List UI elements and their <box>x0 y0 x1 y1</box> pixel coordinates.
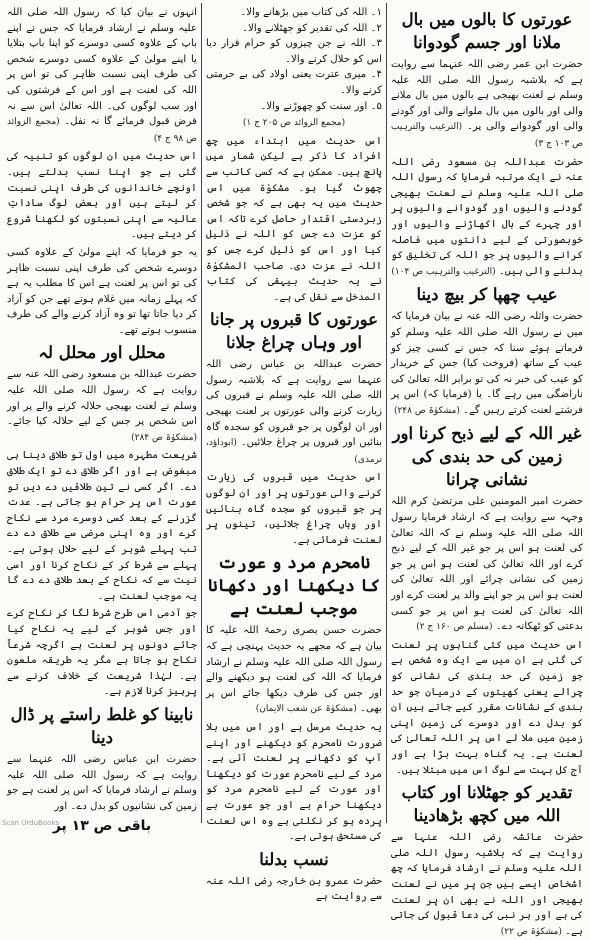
reference: (الترغیب والترہیب ص ۱۰۴) <box>391 266 496 277</box>
section-heading: نسب بدلنا <box>259 849 329 869</box>
reference: (مشکوٰۃ ص ۲۴۸) <box>393 405 460 416</box>
reference: (مشکوٰۃ ص ۲۲) <box>500 926 562 937</box>
scan-watermark: Scan UrduBooks <box>2 819 60 827</box>
reference: (مشکوٰۃ ص ۲۸۴) <box>131 432 197 443</box>
middle-column <box>201 3 387 903</box>
reference: (ابوداؤد، ترمذی) <box>206 438 382 465</box>
commentary-paragraph: یہ جو فرمایا کہ اپنے مولیٰ کے علاوہ کسی دوسرے شخص کی طرف اپنی نسبت ظاہر کی تو اس پر لعنت ہے اس کا مطلب یہ ہے کہ پہلے زمانہ میں غلام ہوتے تھے جن کو آزاد کر دیا جاتا تھا تو وہ آزاد کرنے والے کی طرف منسوب ہوتے تھے۔ <box>7 246 197 336</box>
reference: (الترغیب والترہیب ص ۱۰۳ ج ۳) <box>391 122 583 149</box>
hadith-paragraph: حضرت ابن عباس رضی اللہ عنہما سے روایت ہے کہ رسول اللہ صلی اللہ علیہ وسلم نے ارشاد فرمایا کہ اس پر لعنت ہے جو زمین کی نشانیوں کو بدل دے۔ اور <box>7 753 197 812</box>
commentary-paragraph: اس حدیث میں ان لوگوں کو تنبیہ کی گئی ہے جو اپنا نسب بدلتے ہیں۔ اونچے خاندانوں کی طرف اپنی نسبت کر لیتے ہیں اور بعض لوگ ساداتِ عالیہ سے اپنی نسبتوں کو لکھنا شروع کر دیتے ہیں۔ <box>7 151 197 241</box>
hadith-paragraph: حضرت امیر المومنین علی مرتضیٰ کرم اللہ وجہہ سے روایت ہے کہ ارشاد فرمایا رسول اللہ صلی اللہ علیہ وسلم نے کہ اللہ تعالیٰ کی لعنت ہو اس پر جو غیر اللہ کے لیے ذبح کرے اور اللہ تعالیٰ کی لعنت ہو اس پر جو زمین کی نشانی چرائے اور اللہ تعالیٰ کی لعنت ہو اس پر جو اپنے والد پر لعنت کرے اور اللہ تعالیٰ کی لعنت ہو اس پر جو کسی بدعتی کو ٹھکانہ دے۔ (مسلم ص ۱۶۰ ج ۲) <box>391 496 583 633</box>
reference: (مسلم ص ۱۶۰ ج ۲) <box>416 622 493 633</box>
hadith-paragraph: حضرت عبداللہ بن عباس رضی اللہ عنہما سے روایت ہے کہ بلاشبہ رسول اللہ صلی اللہ علیہ وسلم نے قبروں کی زیارت کرنے والی عورتوں پر لعنت بھیجی اور ان لوگوں پر جو قبروں کو سجدہ گاہ بنائیں اور قبروں پر چراغ جلائیں۔ (ابوداؤد، ترمذی) <box>206 359 382 465</box>
commentary-paragraph: اس حدیث میں کئی گناہوں پر لعنت کی گئی ہے ان میں سے ایک وہ شخص ہے جو زمین کی حد بندی کی نشانی کو چرالے یعنی کھیتوں کے درمیان جو حد بندی کے نشانات مقرر کیے جاتے ہیں ان کو بدل دے اور دوسرے کی زمین اپنی زمین میں ملا لے اس پر اللہ تعالیٰ کی لعنت ہے۔ یہ گناہ بہت بڑا ہے اور آج کل بہت سے لوگ اس میں مبتلا ہیں۔ <box>391 639 583 776</box>
section-heading: تقدیر کو جھٹلانا اور کتاب اللہ میں کچھ بڑھادینا <box>401 783 573 826</box>
section-heading: محلل اور محلل لہ <box>38 343 166 363</box>
commentary-paragraph: اس حدیث میں قبروں کی زیارت کرنے والی عورتوں پر اور ان لوگوں پر جو قبروں کو سجدہ گاہ بنائیں اور وہاں چراغ جلائیں، تینوں پر لعنت فرمائی ہے۔ <box>206 472 382 546</box>
hadith-paragraph: حضرت واثلہ رضی اللہ عنہ نے بیان فرمایا کہ میں نے رسول اللہ صلی اللہ علیہ وسلم کو فرماتے ہوئے سنا کہ جس نے کسی چیز کو عیب کے ساتھ (فروخت کیا) جس کے خریدار کو عیب کی خبر نہ کی تو برابر اللہ تعالیٰ کی ناراضگی میں رہے گا۔ یا (فرمایا کہ) اس پر فرشتے لعنت کرتے رہیں گے۔ (مشکوٰۃ ص ۲۴۸) <box>391 311 583 416</box>
section-heading: عیب چھپا کر بیچ دینا <box>416 285 558 305</box>
commentary-paragraph: اس حدیث میں ابتداء میں چھ افراد کا ذکر ہے لیکن شمار میں پانچ ہیں۔ ممکن ہے کہ کسی کاتب سے چھوٹ گیا ہو۔ مشکوٰۃ میں اس حدیث میں یہ بھی ہے کہ جو شخص زبردستی اقتدار حاصل کرے تاکہ اس کو عزت دے جس کو اللہ نے ذلیل کیا اور اس کو ذلیل کرے جس کو اللہ نے عزت دی۔ صاحب المشکوٰۃ نے یہ حدیث بیہقی کی کتاب المدخل سے نقل کی ہے۔ <box>206 135 382 303</box>
hadith-paragraph: حضرت عائشہ رضی اللہ عنہا سے روایت ہے کہ بلاشبہ رسول اللہ صلی اللہ علیہ وسلم نے ارشاد فرمایا کہ چھ اشخاص ایسے ہیں جن پر میں نے لعنت بھیجی اور اللہ نے بھی ان پر لعنت کی ہے اور ہر نبی کی دعا قبول کی جاتی ہے۔ (مشکوٰۃ ص ۲۲) <box>391 832 583 937</box>
section-heading: نامحرم مرد و عورت کا دیکھنا اور دکھانا موجب لعنت ہے <box>208 553 380 619</box>
commentary-paragraph: یہ حدیث مرسل ہے اور اس میں بلا ضرورت نامحرم کو دیکھنے اور اپنے آپ کو دکھانے پر لعنت آئی ہے۔ مرد کے لیے نامحرم عورت کو دیکھنا اور عورت کے لیے نامحرم مرد کو دیکھنا حرام ہے اور جو عورت بے پردہ ہو کر نکلتی ہے وہ اس لعنت کی مستحق ہوتی ہے۔ <box>206 721 382 843</box>
commentary-paragraph: جو آدمی اس طرح شرط لگا کر نکاح کرے اور جس شوہر کے لیے یہ نکاح کیا جائے دونوں پر لعنت ہے اگرچہ شرعاً نکاح ہو جاتا ہے مگر یہ طریقہ ملعون ہے۔ لہٰذا شریعت کے خلاف کرنے سے پرہیز کرنا لازم ہے۔ <box>7 608 197 698</box>
section-heading: عورتوں کا قبروں پر جانا اور وہاں چراغ جلانا <box>209 310 379 353</box>
hadith-paragraph: حضرت حسن بصری رحمۃ اللہ علیہ کا بیان ہے کہ مجھے یہ حدیث پہنچی ہے کہ رسول اللہ صلی اللہ علیہ وسلم نے ارشاد فرمایا کہ اللہ کی لعنت ہو دیکھنے والے اور جس کی طرف دیکھا جائے اس پر بھی۔ (مشکوٰۃ عن شعب الایمان) <box>206 625 382 715</box>
section-heading: عورتوں کا بالوں میں بال ملانا اور جسم گودوانا <box>401 10 573 52</box>
hadith-paragraph: انہوں نے بیان کیا کہ رسول اللہ صلی اللہ علیہ وسلم نے ارشاد فرمایا کہ جس نے اپنے باپ کے علاوہ کسی دوسرے کو اپنا باپ بتلایا یا اپنے مولیٰ کے علاوہ کسی دوسرے شخص کی طرف اپنی نسبت ظاہر کی تو اس پر اللہ کی لعنت ہے اور اس کے فرشتوں کی اور سب لوگوں کی۔ اللہ تعالیٰ اس سے نہ فرض قبول فرمائے گا نہ نفل۔ (مجمع الزوائد ص ۹۸ ج ۴) <box>7 7 197 144</box>
reference: (مجمع الزوائد ص ۲۰۵ ج ۱) <box>242 118 346 129</box>
hadith-paragraph: حضرت عمرو بن خارجہ رضی اللہ عنہ سے روایت ہے <box>206 875 382 903</box>
reference: (مجمع الزوائد ص ۹۸ ج ۴) <box>7 117 197 144</box>
section-heading: نابینا کو غلط راستے پر ڈال دینا <box>10 704 194 747</box>
continued-note: باقی ص ۱۳ پر <box>52 818 152 835</box>
right-column <box>387 3 587 937</box>
hadith-paragraph: حضرت عبداللہ بن مسعود رضی اللہ عنہ نے ایک مرتبہ فرمایا کہ رسول اللہ صلی اللہ علیہ وسلم نے لعنت بھیجی گودنے والیوں اور گودوانے والیوں پر اور چہرے کے بال اکھاڑنے والیوں اور خوبصورتی کے لیے دانتوں میں فاصلہ کرانے والیوں پر جو اللہ کی تخلیق کو بدلنے والی ہیں۔ (الترغیب والترہیب ص ۱۰۴) <box>391 156 583 277</box>
hadith-paragraph: حضرت ابن عمر رضی اللہ عنہما سے روایت ہے کہ بلاشبہ رسول اللہ صلی اللہ علیہ وسلم نے لعنت بھیجی ہے بالوں میں بال ملانے والی اور بالوں میں بال ملوانے والی اور گودنے والی اور گودوانے والی پر۔ (الترغیب والترہیب ص ۱۰۳ ج ۳) <box>391 59 583 149</box>
numbered-list: ۱۔ اللہ کی کتاب میں بڑھانے والا۔ ۲۔ اللہ کی تقدیر کو جھٹلانے والا۔ ۳۔ اللہ نے جن چیزوں کو حرام قرار دیا اس کو حلال کرنے والا۔ ۴۔ میری عترت یعنی اولاد کی بے حرمتی کرنے والا۔ ۵۔ اور سنت کو چھوڑنے والا۔ <box>206 7 382 112</box>
commentary-paragraph: شریعت مطہرہ میں اول تو طلاق دینا ہی مبغوض ہے اور اگر طلاق دے تو ایک طلاق دے۔ اگر کسی نے تین طلاقیں دے دیں تو عورت اس پر حرام ہو جاتی ہے۔ عدت گزرنے کے بعد کسی دوسرے مرد سے نکاح کرے اور وہ اپنی مرضی سے طلاق دے دے تب پہلے شوہر کے لیے حلال ہوتی ہے۔ پہلے سے شرط کر کے نکاح کرنا اور اسی نیت سے کہ نکاح کے بعد طلاق دے دے گا یہ موجب لعنت ہے۔ <box>7 450 197 602</box>
hadith-paragraph: حضرت عبداللہ بن مسعود رضی اللہ عنہ سے روایت ہے کہ رسول اللہ صلی اللہ علیہ وسلم نے لعنت بھیجی حلالہ کرنے والے پر اور اس شخص پر جس کے لیے حلالہ کیا جائے۔ (مشکوٰۃ ص ۲۸۴) <box>7 369 197 443</box>
reference: (مشکوٰۃ عن شعب الایمان) <box>255 704 357 715</box>
section-heading: غیر اللہ کے لیے ذبح کرنا اور زمین کی حد بندی کی نشانی چرانا <box>392 424 582 490</box>
